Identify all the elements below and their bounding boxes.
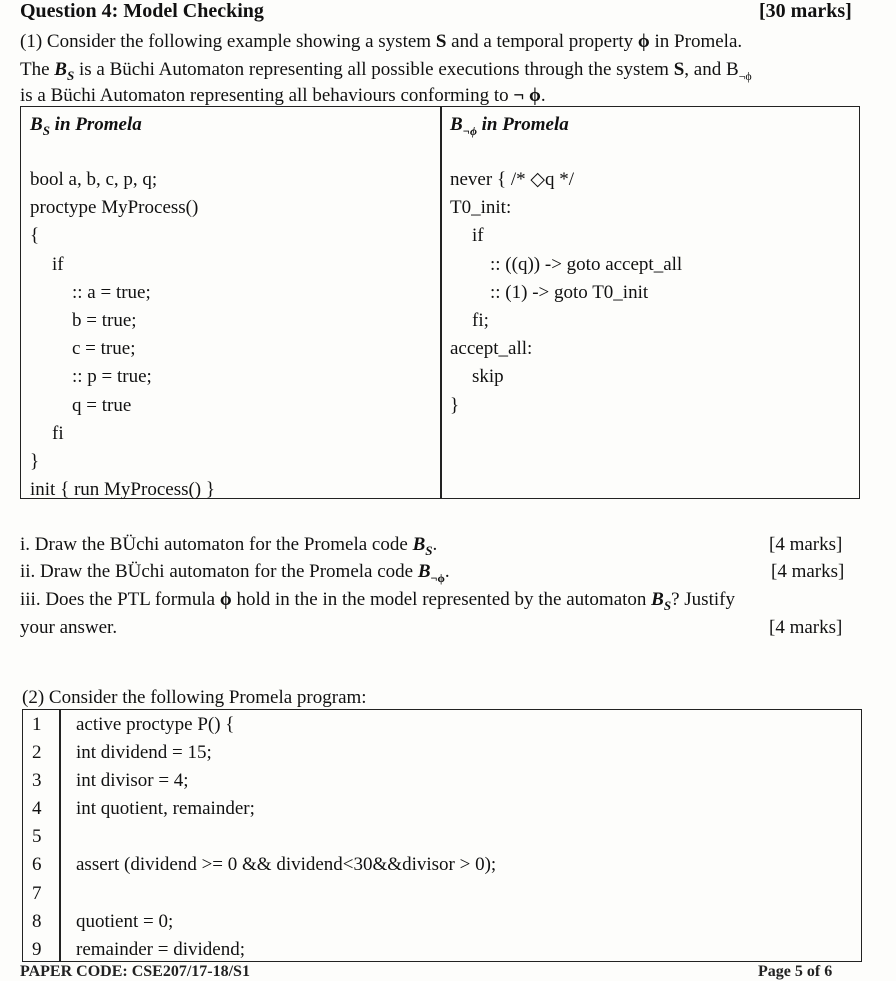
code-line: bool a, b, c, p, q; — [30, 169, 158, 190]
subquestion-iii: iii. Does the PTL formula ϕ hold in the in the model represented by the automaton $B_S$? Justify — [20, 589, 735, 613]
program-line: int dividend = 15; — [76, 742, 212, 764]
left-code-block — [30, 166, 215, 504]
program-line: int divisor = 4; — [76, 770, 189, 792]
right-code-block — [450, 166, 682, 420]
line-number: 7 — [32, 882, 42, 904]
code-line: proctype MyProcess() — [30, 197, 199, 219]
program-line: remainder = dividend; — [76, 938, 245, 960]
subquestion-iii-cont: your answer. — [20, 617, 118, 638]
code-line: q = true — [72, 394, 132, 416]
question-title: Question 4: Model Checking — [20, 0, 264, 22]
code-line: :: a = true; — [72, 281, 151, 303]
intro-line-2: The $B_S$ is a Büchi Automaton representing all possible executions through the system S, and $B_{\neg\phi}$ — [20, 59, 752, 83]
subquestion-ii-marks: [4 marks] — [771, 561, 845, 582]
table-divider — [440, 106, 442, 499]
footer-paper-code: PAPER CODE: CSE207/17-18/S1 — [20, 963, 250, 980]
intro-line-3: is a Büchi Automaton representing all behaviours conforming to ¬ ϕ. — [20, 85, 546, 106]
code-line: never { /* ◇q */ — [450, 169, 574, 190]
code-line: :: ((q)) -> goto accept_all — [490, 253, 683, 275]
line-number: 8 — [32, 910, 42, 932]
code-line: skip — [472, 366, 504, 388]
left-column-header: $B_S$ in Promela — [30, 114, 142, 138]
program-line: active proctype P() { — [76, 714, 235, 735]
code-line: :: p = true; — [72, 366, 152, 388]
line-number: 6 — [32, 854, 42, 876]
line-numbers — [32, 711, 42, 964]
code-line: T0_init: — [450, 197, 512, 219]
program-line: quotient = 0; — [76, 910, 174, 932]
code-line: c = true; — [72, 338, 136, 360]
code-line: if — [52, 253, 64, 275]
code-line: { — [30, 225, 40, 247]
line-number: 3 — [32, 770, 42, 792]
code-line: if — [472, 225, 484, 247]
program-code — [76, 711, 496, 964]
program-line — [76, 880, 496, 908]
line-number: 4 — [32, 798, 42, 820]
program-line — [76, 823, 496, 851]
code-line: } — [450, 394, 460, 416]
question-marks: [30 marks] — [759, 0, 852, 22]
code-line: :: (1) -> goto T0_init — [490, 281, 649, 303]
line-number-divider — [59, 709, 61, 962]
part2-intro: (2) Consider the following Promela program: — [22, 687, 367, 708]
code-line: init { run MyProcess() } — [30, 479, 215, 501]
line-number: 1 — [32, 714, 42, 735]
line-number: 5 — [32, 826, 42, 848]
footer-page-number: Page 5 of 6 — [758, 963, 833, 980]
program-line: assert (dividend >= 0 && dividend<30&&divisor > 0); — [76, 854, 497, 876]
subquestion-iii-marks: [4 marks] — [769, 617, 843, 638]
right-column-header: $B_{\neg\phi}$ in Promela — [450, 114, 569, 138]
subquestion-ii: ii. Draw the BÜchi automaton for the Promela code $B_{\neg\phi}$. — [20, 561, 450, 585]
code-line: b = true; — [72, 309, 137, 331]
code-line: fi — [52, 422, 64, 444]
intro-line-1: (1) Consider the following example showing a system S and a temporal property ϕ in Promela. — [20, 31, 743, 52]
code-line: accept_all: — [450, 338, 533, 360]
code-line: } — [30, 450, 40, 472]
code-line: fi; — [472, 309, 489, 331]
program-line: int quotient, remainder; — [76, 798, 255, 820]
line-number: 2 — [32, 742, 42, 764]
subquestion-i: i. Draw the BÜchi automaton for the Promela code $B_S$. — [20, 534, 438, 558]
subquestion-i-marks: [4 marks] — [769, 534, 843, 555]
line-number: 9 — [32, 938, 42, 960]
